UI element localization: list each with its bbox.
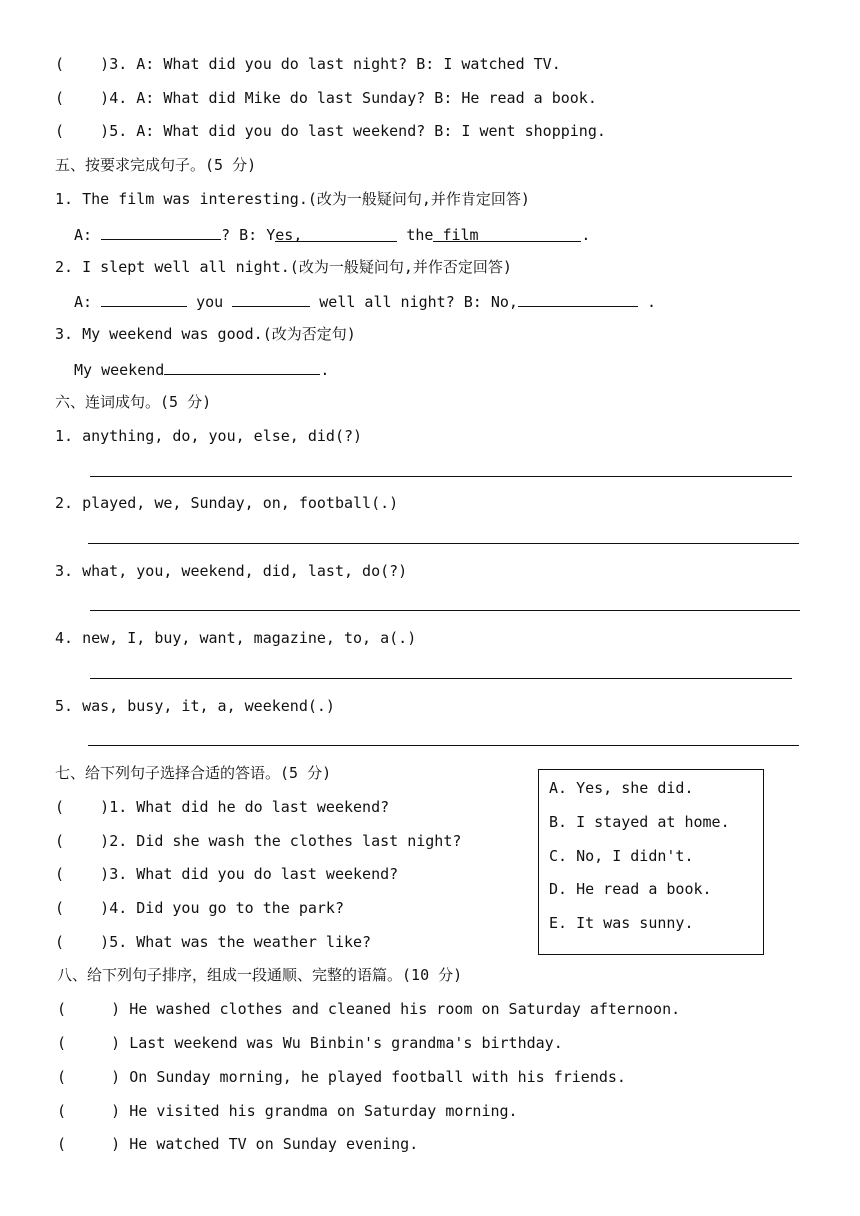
s4-item-4 bbox=[55, 88, 597, 108]
blank-field[interactable] bbox=[164, 358, 320, 375]
section5-heading: 五、按要求完成句子。(5 分) bbox=[55, 156, 257, 174]
s4-item-5 bbox=[55, 121, 606, 141]
answer-paren[interactable]: ( ) bbox=[57, 1000, 121, 1018]
answer-paren[interactable]: ( ) bbox=[55, 122, 110, 140]
answer-paren[interactable]: ( ) bbox=[55, 55, 110, 73]
blank-field[interactable] bbox=[518, 290, 638, 307]
section6-heading: 六、连词成句。(5 分) bbox=[55, 393, 212, 411]
s5-q3-prompt: 3. My weekend was good.(改为否定句) bbox=[55, 325, 356, 343]
answer-paren[interactable]: ( ) bbox=[57, 1135, 121, 1153]
answer-line[interactable] bbox=[88, 745, 799, 746]
s5-q3-answer: My weekend . bbox=[74, 358, 329, 380]
question-text: 4. A: What did Mike do last Sunday? B: He read a book. bbox=[109, 89, 597, 107]
s8-item: ( ) On Sunday morning, he played football with his friends. bbox=[57, 1068, 626, 1086]
answer-line[interactable] bbox=[88, 543, 799, 544]
answer-line[interactable] bbox=[90, 476, 792, 477]
answer-paren[interactable]: ( ) bbox=[55, 832, 110, 850]
answer-paren[interactable]: ( ) bbox=[57, 1034, 121, 1052]
s8-item: ( ) He washed clothes and cleaned his room on Saturday afternoon. bbox=[57, 1000, 681, 1018]
s5-q2-answer: A: you well all night? B: No, . bbox=[74, 290, 656, 312]
answer-paren[interactable]: ( ) bbox=[57, 1068, 121, 1086]
s8-item: ( ) He visited his grandma on Saturday morning. bbox=[57, 1102, 518, 1120]
blank-field[interactable] bbox=[101, 223, 221, 240]
s5-q1-answer: A: ? B: Yes, the film . bbox=[74, 223, 590, 245]
s6-item: 3. what, you, weekend, did, last, do(?) bbox=[55, 562, 408, 580]
s5-q1-prompt: 1. The film was interesting.(改为一般疑问句,并作肯定回答) bbox=[55, 190, 530, 208]
blank-field[interactable]: es, bbox=[275, 225, 397, 242]
option: D. He read a book. bbox=[549, 880, 712, 898]
answer-line[interactable] bbox=[90, 610, 800, 611]
s7-item: ( )4. Did you go to the park? bbox=[55, 899, 344, 917]
s5-q2-prompt: 2. I slept well all night.(改为一般疑问句,并作否定回答) bbox=[55, 258, 512, 276]
blank-field[interactable] bbox=[232, 290, 310, 307]
answer-paren[interactable]: ( ) bbox=[57, 1102, 121, 1120]
label: ? B: Y bbox=[221, 226, 276, 244]
s8-item: ( ) Last weekend was Wu Binbin's grandma's birthday. bbox=[57, 1034, 563, 1052]
label: A: bbox=[74, 226, 93, 244]
label: the bbox=[406, 226, 434, 244]
question-text: 3. A: What did you do last night? B: I watched TV. bbox=[109, 55, 561, 73]
answer-paren[interactable]: ( ) bbox=[55, 899, 110, 917]
s6-item: 4. new, I, buy, want, magazine, to, a(.) bbox=[55, 629, 417, 647]
s8-item: ( ) He watched TV on Sunday evening. bbox=[57, 1135, 419, 1153]
s6-item: 2. played, we, Sunday, on, football(.) bbox=[55, 494, 399, 512]
s7-item: ( )3. What did you do last weekend? bbox=[55, 865, 399, 883]
answer-paren[interactable]: ( ) bbox=[55, 89, 110, 107]
answer-line[interactable] bbox=[90, 678, 792, 679]
answer-paren[interactable]: ( ) bbox=[55, 933, 110, 951]
s6-item: 1. anything, do, you, else, did(?) bbox=[55, 427, 363, 445]
option: E. It was sunny. bbox=[549, 914, 694, 932]
blank-field[interactable] bbox=[101, 290, 187, 307]
option: B. I stayed at home. bbox=[549, 813, 730, 831]
s4-item-3 bbox=[55, 54, 561, 74]
section8-heading: 八、给下列句子排序，组成一段通顺、完整的语篇。(10 分) bbox=[57, 966, 463, 984]
question-text: 5. A: What did you do last weekend? B: I went shopping. bbox=[109, 122, 606, 140]
options-box bbox=[538, 769, 764, 955]
section7-heading: 七、给下列句子选择合适的答语。(5 分) bbox=[55, 764, 332, 782]
option: A. Yes, she did. bbox=[549, 779, 694, 797]
option: C. No, I didn't. bbox=[549, 847, 694, 865]
s7-item: ( )2. Did she wash the clothes last night? bbox=[55, 832, 462, 850]
s7-item: ( )1. What did he do last weekend? bbox=[55, 798, 390, 816]
s6-item: 5. was, busy, it, a, weekend(.) bbox=[55, 697, 335, 715]
answer-paren[interactable]: ( ) bbox=[55, 865, 110, 883]
s7-item: ( )5. What was the weather like? bbox=[55, 933, 372, 951]
blank-field[interactable]: film bbox=[433, 225, 581, 242]
answer-paren[interactable]: ( ) bbox=[55, 798, 110, 816]
